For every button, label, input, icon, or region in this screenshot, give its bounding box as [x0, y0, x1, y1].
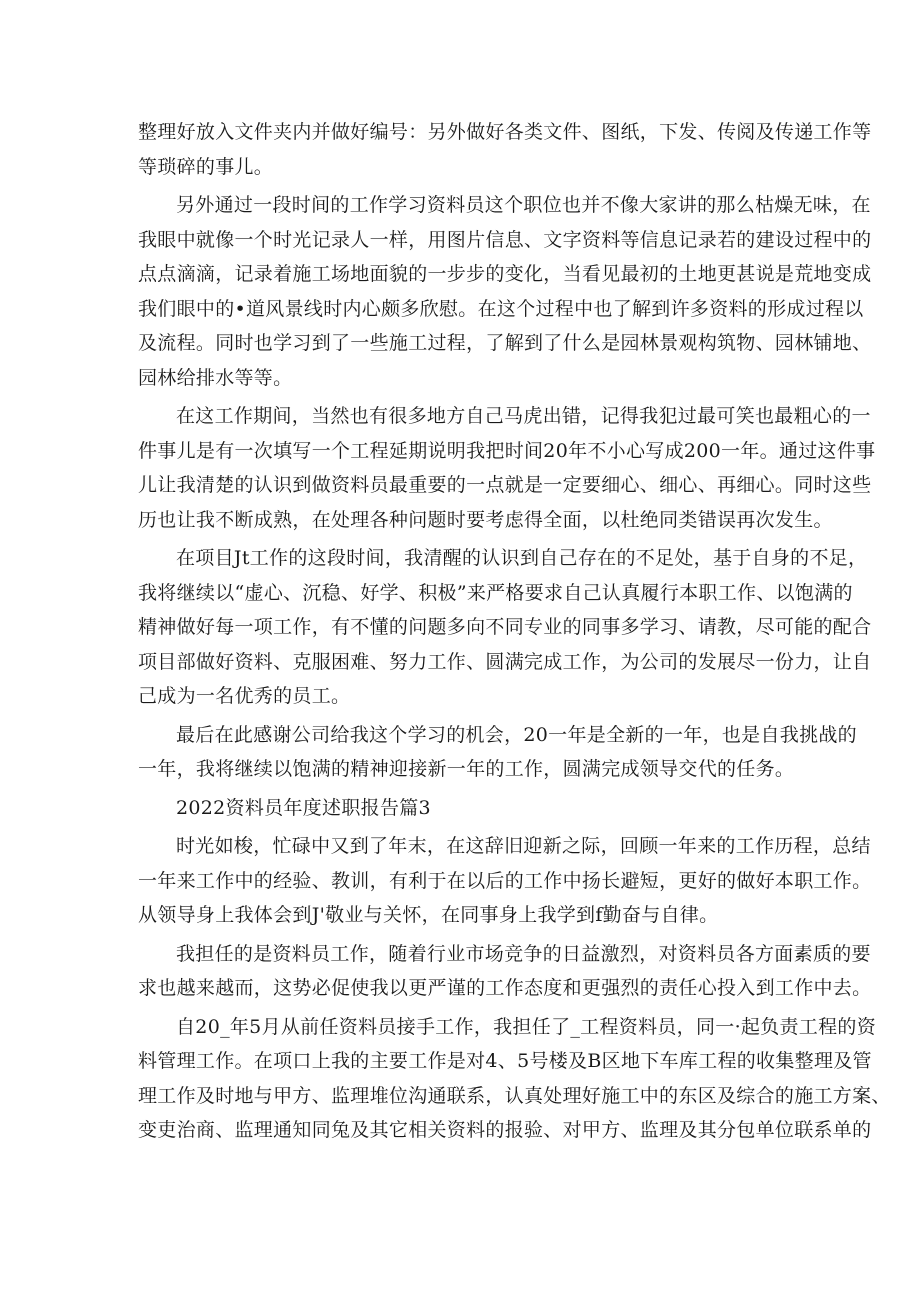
text-line: 及流程。同时也学习到了一些施工过程，了解到了什么是园林景观构筑物、园林铺地、	[138, 332, 872, 354]
paragraph	[138, 399, 876, 537]
text-line: 求也越来越而，这势必促使我以更严谨的工作态度和更强烈的责任心投入到工作中去。	[138, 977, 872, 999]
text-line: 另外通过一段时间的工作学习资料员这个职位也并不像大家讲的那么枯燥无味，在	[176, 194, 871, 216]
text-line: 我们眼中的•道风景线时内心颇多欣慰。在这个过程中也了解到许多资料的形成过程以	[138, 297, 864, 320]
text-line: 儿让我清楚的认识到做资料员最重要的一点就是一定要细心、细心、再细心。同时这些	[138, 474, 872, 496]
text-line: 时光如梭，忙碌中又到了年末，在这辞旧迎新之际，回顾一年来的工作历程，总结	[176, 835, 871, 857]
text-line: 项目部做好资料、克服困难、努力工作、圆满完成工作，为公司的发展尽一份力，让自	[138, 650, 872, 673]
paragraph	[138, 188, 872, 395]
text-line: 件事儿是有一次填写一个工程延期说明我把时间20年不小心写成200一年。通过这件事	[138, 439, 876, 462]
paragraph	[138, 1010, 891, 1148]
paragraph-continuation	[138, 115, 872, 184]
text-line: 最后在此感谢公司给我这个学习的机会，20一年是全新的一年，也是自我挑战的	[176, 723, 857, 746]
document-body	[138, 115, 891, 1152]
text-line: 己成为一名优秀的员工。	[138, 685, 351, 707]
text-line: 精神做好每一项工作，有不懂的问题多向不同专业的同事多学习、请教，尽可能的配合	[138, 616, 872, 638]
text-line: 在项目Jt工作的这段时间，我清醒的认识到自己存在的不足处，基于自身的不足，	[176, 547, 868, 569]
text-line: 整理好放入文件夹内并做好编号：另外做好各类文件、图纸，下发、传阅及传递工作等	[138, 121, 872, 143]
text-line: 料管理工作。在项口上我的主要工作是对4、5号楼及B区地下车库工程的收集整理及管	[138, 1050, 872, 1072]
section-heading	[138, 791, 788, 826]
text-line: 点点滴滴，记录着施工场地面貌的一步步的变化，当看见最初的土地更甚说是荒地变成	[138, 263, 872, 285]
text-line: 我担任的是资料员工作，随着行业市场竞争的日益激烈，对资料员各方面素质的要	[176, 942, 871, 965]
text-line: 从领导身上我体会到J'敬业与关怀，在同事身上我学到f勤奋与自律。	[138, 904, 719, 926]
text-line: 自20_年5月从前任资料员接手工作，我担任了_工程资料员，同一·起负责工程的资	[176, 1015, 877, 1038]
text-line: 变吏治商、监理通知同兔及其它相关资料的报验、对甲方、监理及其分包单位联系单的	[138, 1119, 872, 1141]
text-line: 历也让我不断成熟，在处理各种问题时要考虑得全面，以杜绝同类错误再次发生。	[138, 508, 833, 531]
text-line: 在这工作期间，当然也有很多地方自己马虎出错，记得我犯过最可笑也最粗心的一	[176, 405, 871, 427]
heading-text: 2022资料员年度述职报告篇3	[176, 796, 431, 819]
text-line: 一年来工作中的经验、教训，有利于在以后的工作中扬长避短，更好的做好本职工作。	[138, 869, 872, 892]
paragraph	[138, 829, 872, 933]
text-line: 园林给排水等等。	[138, 366, 293, 389]
text-line: 我将继续以“虚心、沉稳、好学、积极”来严格要求自己认真履行本职工作、以饱满的	[138, 581, 853, 604]
text-line: 我眼中就像一个时光记录人一样，用图片信息、文字资料等信息记录若的建设过程中的	[138, 228, 872, 251]
text-line: 理工作及时地与甲方、监理堆位沟通联系，认真处理好施工中的东区及综合的施工方案、	[138, 1084, 891, 1107]
paragraph	[138, 718, 857, 787]
paragraph	[138, 541, 872, 714]
text-line: 等琐碎的事儿。	[138, 155, 274, 178]
paragraph	[138, 937, 872, 1006]
text-line: 一年，我将继续以饱满的精神迎接新一年的工作，圆满完成领导交代的任务。	[138, 758, 795, 780]
